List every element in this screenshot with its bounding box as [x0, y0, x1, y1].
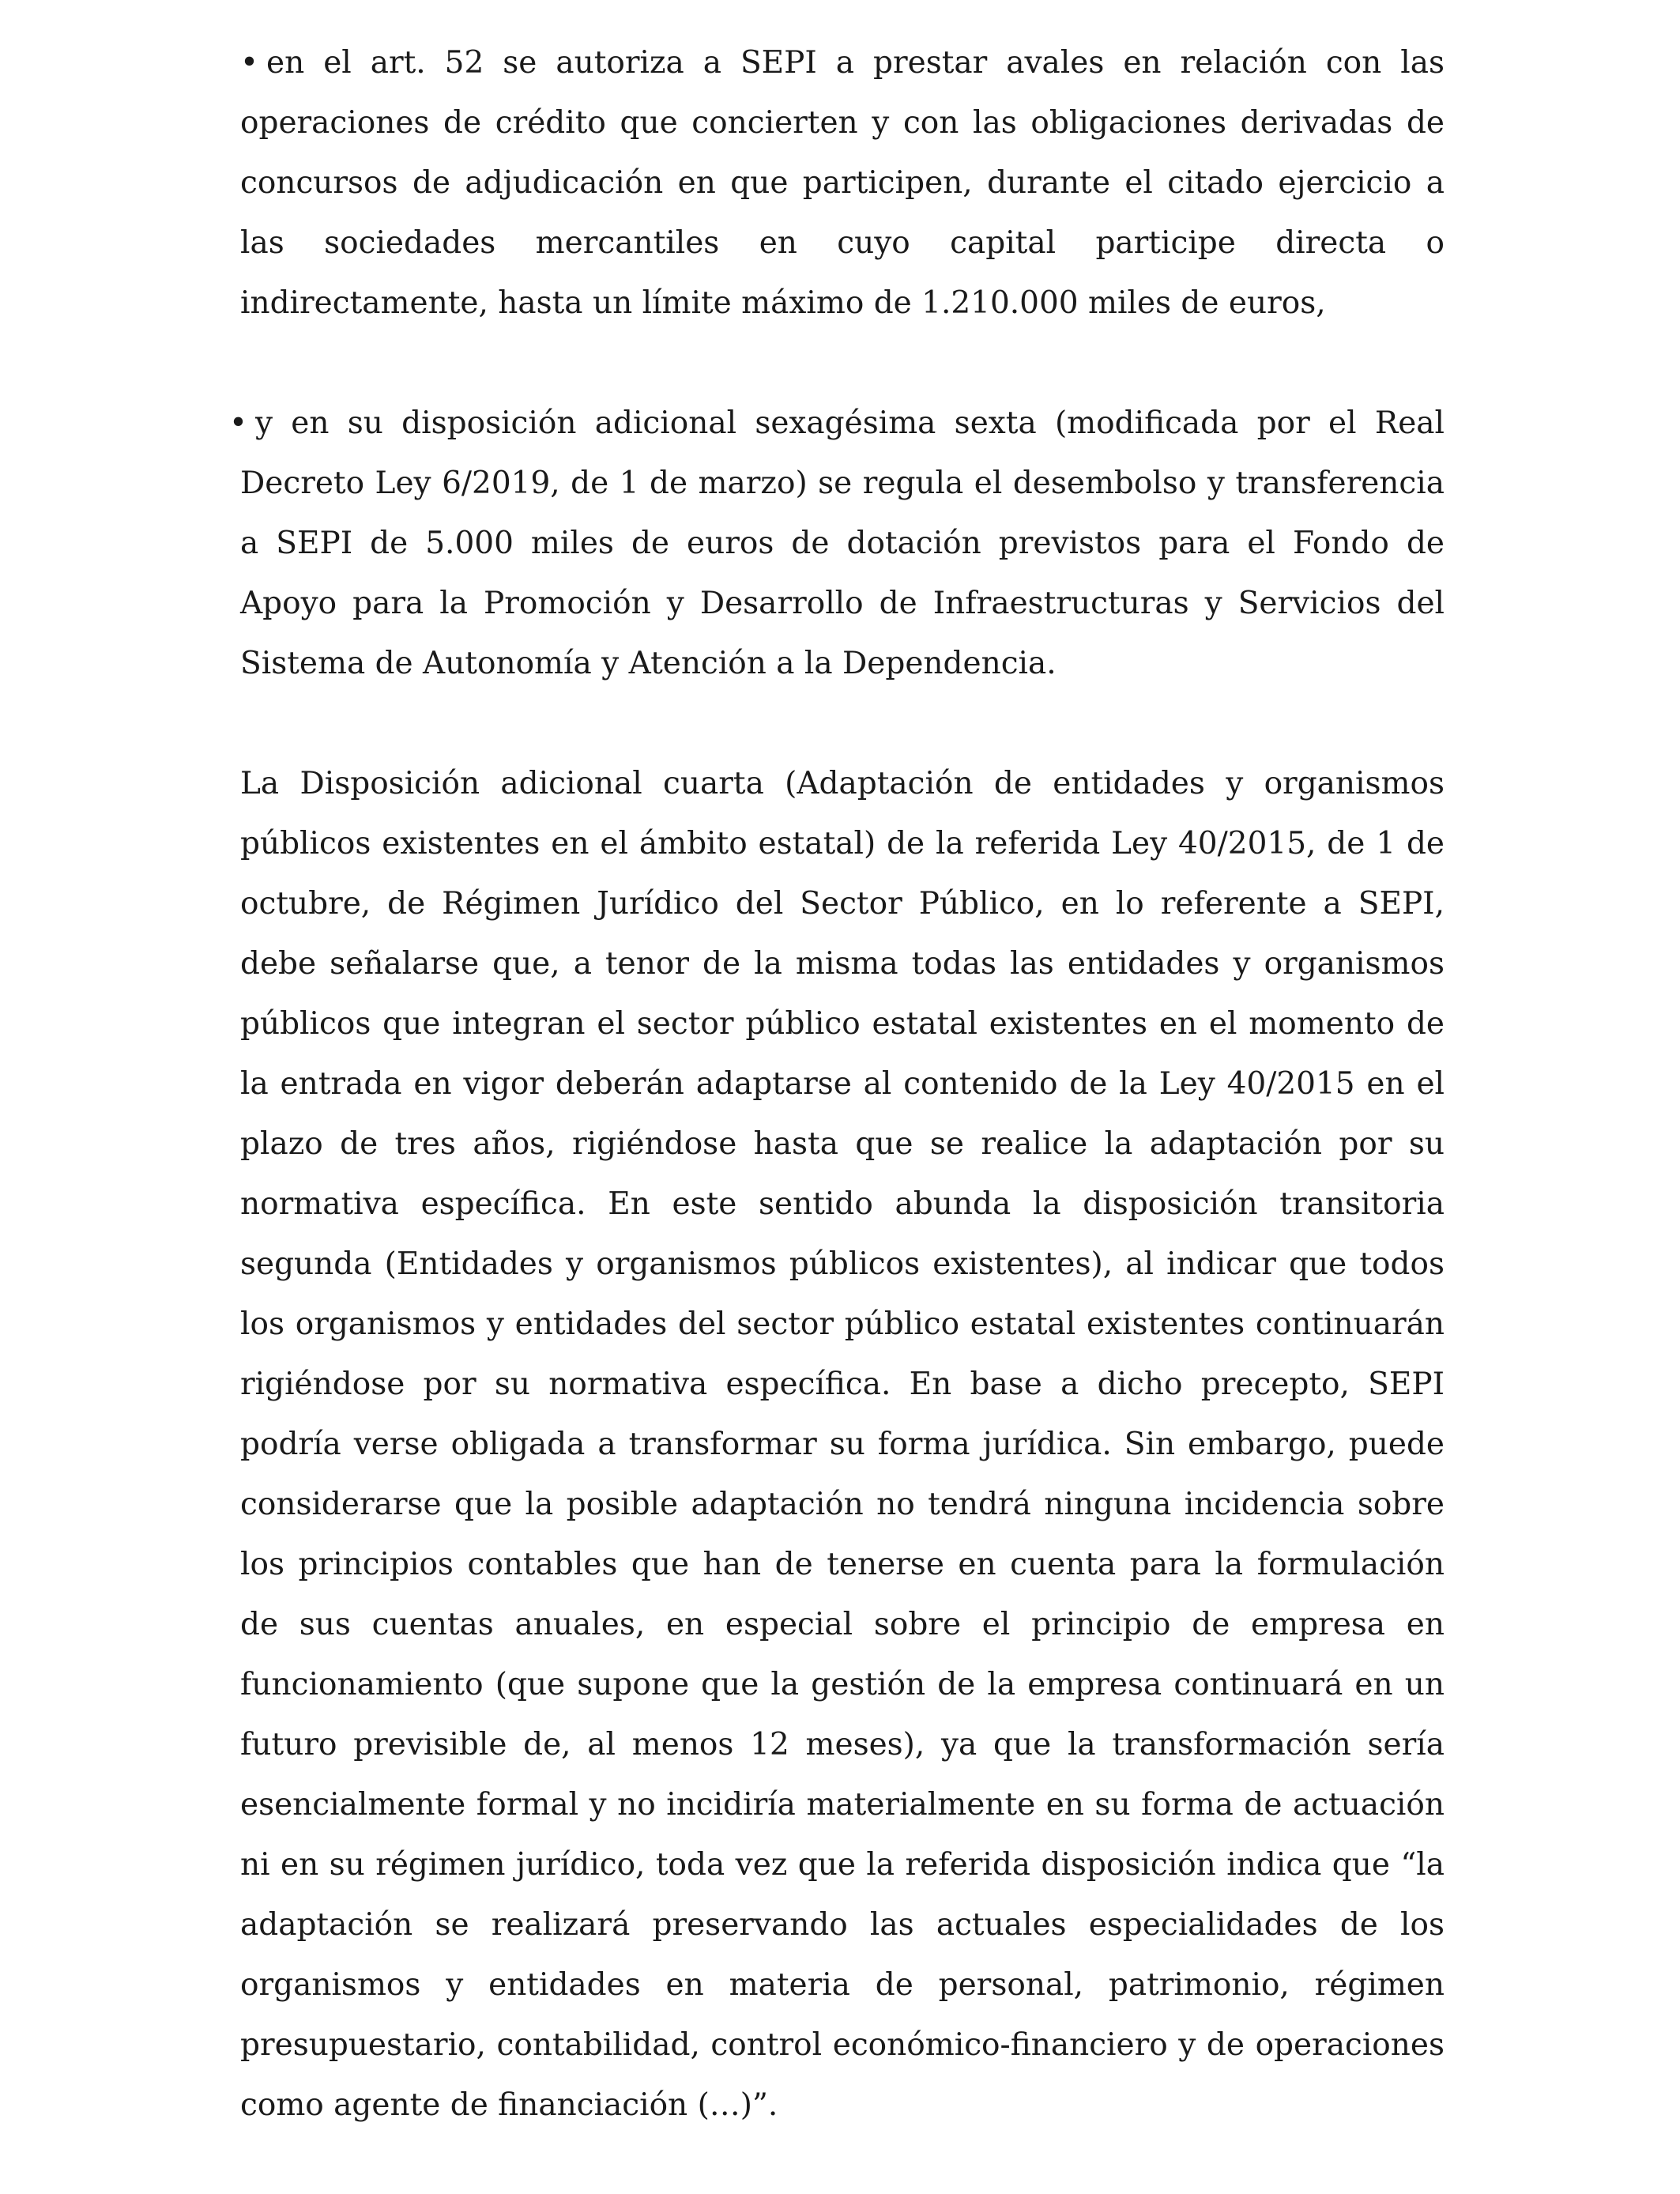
bullet-marker: • [229, 405, 248, 441]
bullet-item-sepi-avales [240, 33, 1445, 334]
bullet-text: en el art. 52 se autoriza a SEPI a prestar avales en relación con las operaciones de crédito que concierten y con las obligaciones derivadas de concursos de adjudicación en que participen, durante el citado ejercicio a las sociedades mercantiles en cuyo capital participe directa o indirectamente, hasta un límite máximo de 1.210.000 miles de euros, [240, 45, 1445, 321]
bullet-item-disposicion-adicional [229, 394, 1445, 694]
bullet-text: y en su disposición adicional sexagésima sexta (modificada por el Real Decreto Ley 6/2019, de 1 de marzo) se regula el desembolso y transferencia a SEPI de 5.000 miles de euros de dotación previstos para el Fondo de Apoyo para la Promoción y Desarrollo de Infraestructuras y Servicios del Sistema de Autonomía y Atención a la Dependencia. [240, 405, 1445, 681]
bullet-marker: • [240, 45, 259, 81]
document-body [229, 33, 1445, 2136]
body-paragraph: La Disposición adicional cuarta (Adaptación de entidades y organismos públicos existentes en el ámbito estatal) de la referida Ley 40/2015, de 1 de octubre, de Régimen Jurídico del Sector Público, en lo referente a SEPI, debe señalarse que, a tenor de la misma todas las entidades y organismos públicos que integran el sector público estatal existentes en el momento de la entrada en vigor deberán adaptarse al contenido de la Ley 40/2015 en el plazo de tres años, rigiéndose hasta que se realice la adaptación por su normativa específica. En este sentido abunda la disposición transitoria segunda (Entidades y organismos públicos existentes), al indicar que todos los organismos y entidades del sector público estatal existentes continuarán rigiéndose por su normativa específica. En base a dicho precepto, SEPI podría verse obligada a transformar su forma jurídica. Sin embargo, puede considerarse que la posible adaptación no tendrá ninguna incidencia sobre los principios contables que han de tenerse en cuenta para la formulación de sus cuentas anuales, en especial sobre el principio de empresa en funcionamiento (que supone que la gestión de la empresa continuará en un futuro previsible de, al menos 12 meses), ya que la transformación sería esencialmente formal y no incidiría materialmente en su forma de actuación ni en su régimen jurídico, toda vez que la referida disposición indica que “la adaptación se realizará preservando las actuales especialidades de los organismos y entidades en materia de personal, patrimonio, régimen presupuestario, contabilidad, control económico-financiero y de operaciones como agente de financiación (…)”. [240, 766, 1445, 2123]
